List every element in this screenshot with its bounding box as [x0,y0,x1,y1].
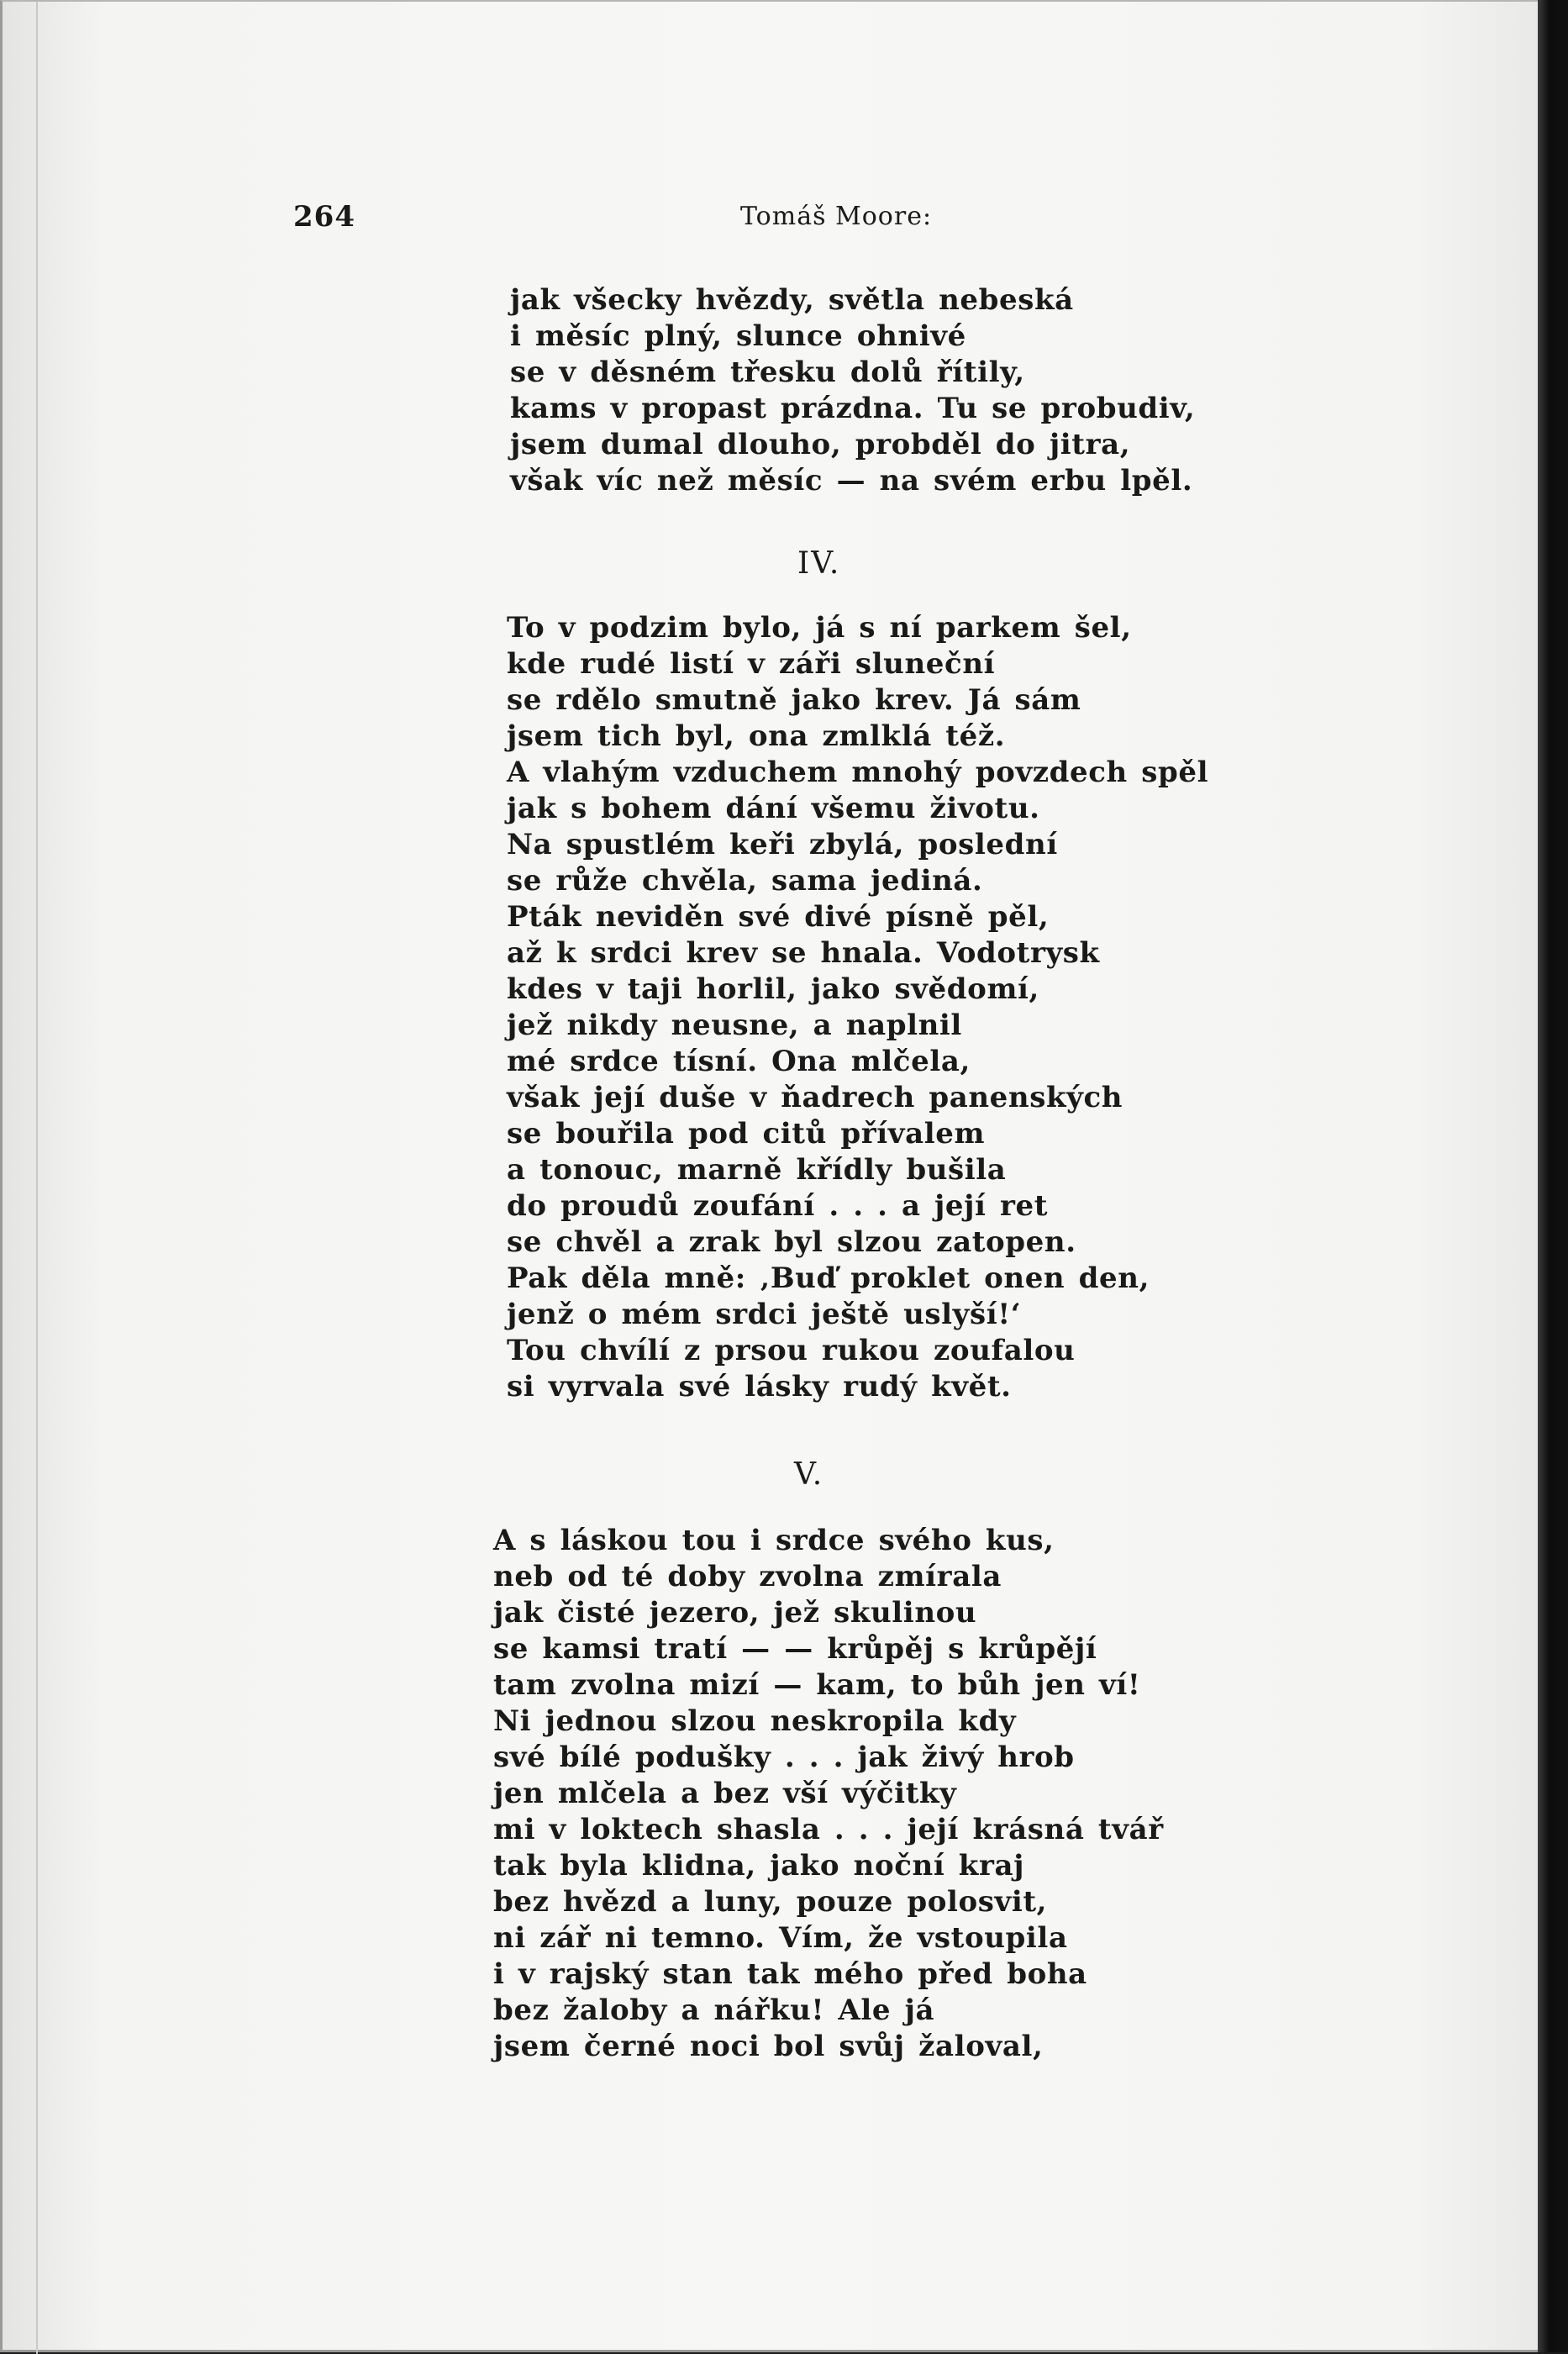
poem-line: se kamsi tratí — — krůpěj s krůpějí [493,1632,1097,1666]
poem-line: se rdělo smutně jako krev. Já sám [507,683,1081,717]
poem-line: kdes v taji horlil, jako svědomí, [507,972,1039,1006]
poem-line: se chvěl a zrak byl slzou zatopen. [507,1225,1076,1259]
poem-line: To v podzim bylo, já s ní parkem šel, [507,611,1132,645]
poem-line: tak byla klidna, jako noční kraj [493,1849,1025,1883]
poem-line: Tou chvílí z prsou rukou zoufalou [507,1334,1076,1367]
poem-line: neb od té doby zvolna zmírala [493,1560,1002,1593]
poem-line: jsem tich byl, ona zmlklá též. [507,719,1006,753]
section-iv-stanza [507,610,1208,1405]
poem-line: si vyrvala své lásky rudý květ. [507,1370,1012,1403]
stanza-top [510,282,1195,499]
section-v-stanza [493,1523,1164,2065]
poem-line: jež nikdy neusne, a naplnil [507,1008,962,1042]
scan-dark-edge [1538,0,1568,2352]
poem-line: jak všecky hvězdy, světla nebeská [510,283,1074,317]
poem-line: jak s bohem dání všemu životu. [507,792,1040,825]
poem-line: jenž o mém srdci ještě uslyší!‘ [507,1298,1022,1331]
poem-line: A vlahým vzduchem mnohý povzdech spěl [507,756,1209,789]
poem-line: a tonouc, marně křídly bušila [507,1153,1007,1187]
section-heading-iv: IV. [797,546,841,581]
poem-line: se růže chvěla, sama jediná. [507,864,983,898]
poem-line: své bílé podušky . . . jak živý hrob [493,1740,1075,1774]
poem-line: jen mlčela a bez vší výčitky [493,1777,957,1810]
poem-line: Pak děla mně: ‚Buď proklet onen den, [507,1261,1150,1295]
poem-line: A s láskou tou i srdce svého kus, [493,1524,1055,1557]
poem-line: jsem černé noci bol svůj žaloval, [493,2030,1044,2063]
poem-line: ni zář ni temno. Vím, že vstoupila [493,1921,1068,1955]
poem-line: až k srdci krev se hnala. Vodotrysk [507,936,1100,970]
poem-line: mé srdce tísní. Ona mlčela, [507,1045,971,1078]
poem-line: se v děsném třesku dolů řítily, [510,355,1025,389]
poem-line: i v rajský stan tak mého před boha [493,1957,1087,1991]
page-number: 264 [293,200,355,234]
poem-line: i měsíc plný, slunce ohnivé [510,319,966,353]
poem-line: se bouřila pod citů přívalem [507,1117,986,1151]
poem-line: jsem dumal dlouho, probděl do jitra, [510,428,1131,461]
poem-line: však její duše v ňadrech panenských [507,1081,1123,1114]
page-gutter-line [36,2,38,2354]
poem-line: jak čisté jezero, jež skulinou [493,1596,977,1630]
running-head: Tomáš Moore: [740,202,933,231]
poem-line: Pták neviděn své divé písně pěl, [507,900,1050,934]
poem-line: bez žaloby a nářku! Ale já [493,1993,935,2027]
poem-line: kde rudé listí v záři sluneční [507,647,996,681]
poem-line: mi v loktech shasla . . . její krásná tvář [493,1813,1164,1846]
poem-line: kams v propast prázdna. Tu se probudiv, [510,392,1196,425]
poem-line: tam zvolna mizí — kam, to bůh jen ví! [493,1668,1141,1702]
poem-line: však víc než měsíc — na svém erbu lpěl. [510,464,1193,498]
section-heading-v: V. [794,1457,824,1492]
poem-line: do proudů zoufání . . . a její ret [507,1189,1049,1223]
poem-line: Ni jednou slzou neskropila kdy [493,1704,1017,1738]
poem-line: bez hvězd a luny, pouze polosvit, [493,1885,1048,1919]
page-header [3,200,1540,242]
poem-line: Na spustlém keři zbylá, poslední [507,828,1058,861]
